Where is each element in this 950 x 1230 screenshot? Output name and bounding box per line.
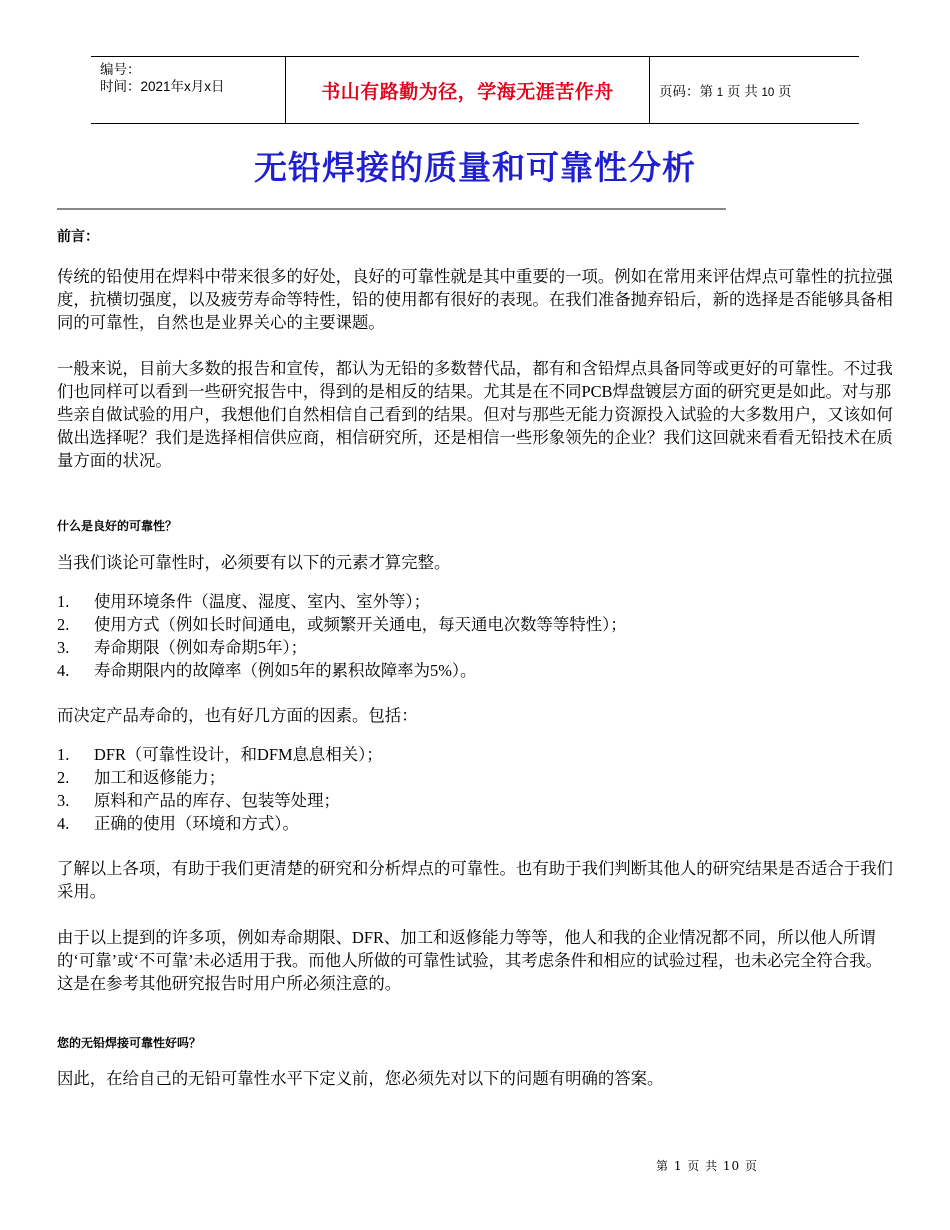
paragraph: 因此，在给自己的无铅可靠性水平下定义前，您必须先对以下的问题有明确的答案。 (57, 1069, 664, 1088)
page-info-suffix: 页 (778, 84, 792, 99)
list-number: 1. (57, 592, 70, 611)
list-item (57, 766, 897, 789)
list-item (57, 590, 897, 613)
document-title: 无铅焊接的质量和可靠性分析 (254, 148, 696, 187)
factor-list (57, 743, 897, 835)
header-divider (649, 57, 650, 123)
paragraph: 传统的铅使用在焊料中带来很多的好处，良好的可靠性就是其中重要的一项。例如在常用来评估焊点可靠性的抗拉强度，抗横切强度，以及疲劳寿命等特性，铅的使用都有很好的表现。在我们准备抛弃铅后，新的选择是否能够具备相同的可靠性，自然也是业界关心的主要课题。 (57, 267, 893, 332)
paragraph: 当我们谈论可靠性时，必须要有以下的元素才算完整。 (57, 553, 451, 572)
document-body (57, 226, 897, 1090)
list-item (57, 812, 897, 835)
paragraph: 一般来说，目前大多数的报告和宣传，都认为无铅的多数替代品，都有和含铅焊点具备同等或更好的可靠性。不过我们也同样可以看到一些研究报告中，得到的是相反的结果。尤其是在不同PCB焊盘镀层方面的研究更是如此。对与那些亲自做试验的用户，我想他们自然相信自己看到的结果。但对与那些无能力资源投入试验的大多数用户，又该如何做出选择呢？我们是选择相信供应商，相信研究所，还是相信一些形象领先的企业？我们这回就来看看无铅技术在质量方面的状况。 (57, 359, 893, 470)
paragraph: 由于以上提到的许多项，例如寿命期限、DFR、加工和返修能力等等，他人和我的企业情况都不同，所以他人所谓的‘可靠’或‘不可靠’未必适用于我。而他人所做的可靠性试验，其考虑条件和相应的试验过程，也未必完全符合我。这是在参考其他研究报告时用户所必须注意的。 (57, 928, 882, 993)
list-text: 使用环境条件（温度、湿度、室内、室外等）； (94, 592, 431, 611)
section-heading: 什么是良好的可靠性？ (57, 519, 178, 533)
motto: 书山有路勤为径，学海无涯苦作舟 (321, 81, 614, 103)
list-number: 3. (57, 791, 70, 810)
list-number: 4. (57, 661, 70, 680)
list-number: 4. (57, 814, 70, 833)
page-footer: 第 1 页 共 10 页 (656, 1159, 758, 1173)
page-number: 1 (716, 87, 724, 99)
list-number: 2. (57, 615, 70, 634)
list-text: 加工和返修能力； (94, 768, 226, 787)
page-info-mid: 页 共 (726, 84, 758, 99)
time-label: 时间：2021年x月x日 (100, 79, 225, 94)
list-number: 2. (57, 768, 70, 787)
paragraph: 而决定产品寿命的，也有好几方面的因素。包括： (57, 706, 418, 725)
header-table (91, 56, 859, 124)
list-item (57, 636, 897, 659)
environment-list (57, 590, 897, 682)
list-text: 寿命期限（例如寿命期5年）； (94, 638, 308, 657)
paragraph: 了解以上各项，有助于我们更清楚的研究和分析焊点的可靠性。也有助于我们判断其他人的研究结果是否适合于我们采用。 (57, 859, 893, 901)
preface-heading: 前言： (57, 229, 99, 245)
list-text: 使用方式（例如长时间通电，或频繁开关通电，每天通电次数等等特性）； (94, 615, 627, 634)
list-text: 寿命期限内的故障率（例如5年的累积故障率为5%）。 (94, 661, 477, 680)
list-text: DFR（可靠性设计，和DFM息息相关）； (94, 745, 383, 764)
page-total: 10 (761, 87, 775, 99)
list-item (57, 613, 897, 636)
list-number: 3. (57, 638, 70, 657)
list-number: 1. (57, 745, 70, 764)
section-heading: 您的无铅焊接可靠性好吗？ (57, 1036, 202, 1050)
page-info (659, 80, 792, 100)
list-text: 正确的使用（环境和方式）。 (94, 814, 299, 833)
list-text: 原料和产品的库存、包装等处理； (94, 791, 340, 810)
list-item (57, 789, 897, 812)
page-info-prefix: 页码：第 (659, 84, 713, 99)
list-item (57, 659, 897, 682)
title-rule (57, 208, 726, 210)
number-label: 编号： (100, 62, 141, 77)
header-meta (100, 61, 225, 95)
list-item (57, 743, 897, 766)
